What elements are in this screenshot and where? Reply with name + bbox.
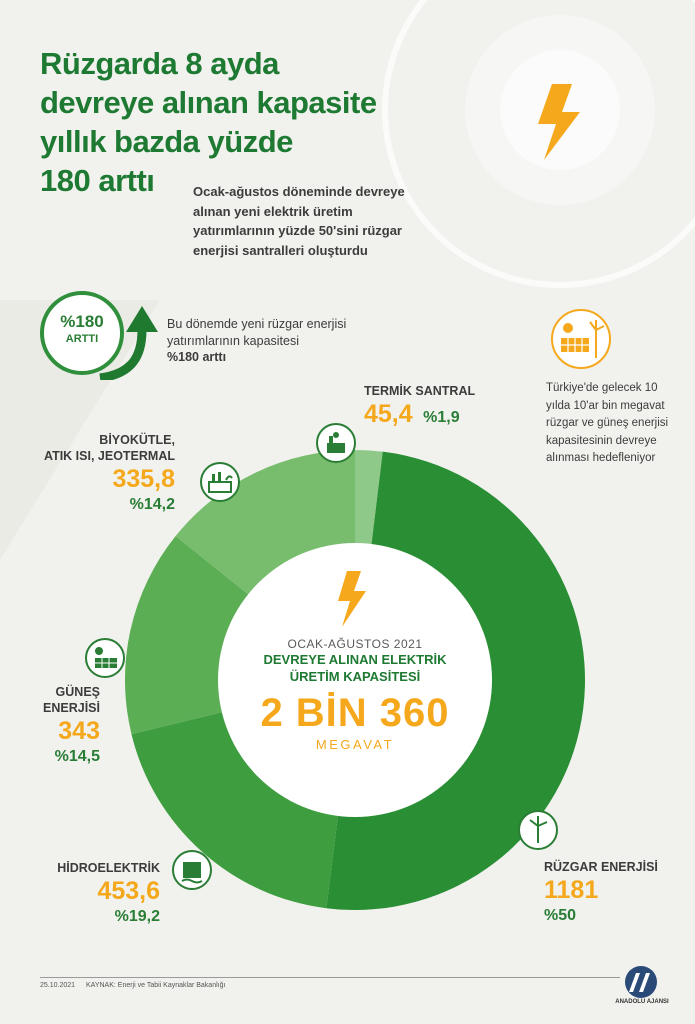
label-termik-value: 45,4 xyxy=(364,400,413,428)
label-biyokutle-value: 335,8 xyxy=(112,465,175,493)
solar-panel-icon xyxy=(85,638,125,678)
title-line-2: devreye alınan kapasite xyxy=(40,85,377,120)
label-termik xyxy=(364,383,524,429)
label-ruzgar-pct: %50 xyxy=(544,907,577,924)
label-termik-name: TERMİK SANTRAL xyxy=(364,384,476,398)
footer-source: KAYNAK: Enerji ve Tabii Kaynaklar Bakanlığı xyxy=(86,982,226,989)
title-line-1: Rüzgarda 8 ayda xyxy=(40,46,279,81)
label-gunes-name-2: ENERJİSİ xyxy=(43,701,100,715)
label-biyokutle xyxy=(30,432,175,516)
label-gunes-name-1: GÜNEŞ xyxy=(55,685,100,699)
biomass-plant-icon xyxy=(200,462,240,502)
center-unit: MEGAVAT xyxy=(315,737,395,752)
badge-note-text: Bu dönemde yeni rüzgar enerjisi yatırımlarının kapasitesi xyxy=(167,317,347,348)
footer-date: 25.10.2021 xyxy=(40,982,76,989)
badge-percent: %180 xyxy=(60,312,104,331)
label-hidro-pct: %19,2 xyxy=(114,908,160,925)
label-termik-pct: %1,9 xyxy=(423,409,460,426)
label-gunes-pct: %14,5 xyxy=(54,748,100,765)
label-gunes-value: 343 xyxy=(58,717,100,745)
factory-icon xyxy=(316,423,356,463)
footer-divider xyxy=(40,977,620,978)
lead-text: Ocak-ağustos döneminde devreye alınan yeni elektrik üretim yatırımlarının yüzde 50'sini rüzgar enerjisi santralleri oluşturdu xyxy=(193,184,405,258)
badge-note-bold: %180 arttı xyxy=(167,350,227,364)
center-period: OCAK-AĞUSTOS 2021 xyxy=(287,637,423,651)
label-biyokutle-pct: %14,2 xyxy=(129,496,175,513)
logo-text: ANADOLU AJANSI xyxy=(615,999,669,1005)
label-ruzgar-name: RÜZGAR ENERJİSİ xyxy=(544,860,658,874)
title-line-4: 180 arttı xyxy=(40,163,155,198)
label-hidro-name: HİDROELEKTRİK xyxy=(57,861,160,875)
side-note: Türkiye'de gelecek 10 yılda 10'ar bin megavat rüzgar ve güneş enerjisi kapasitesinin devreye alınması hedefleniyor xyxy=(546,382,669,464)
label-ruzgar-value: 1181 xyxy=(544,876,599,904)
center-title-line-2: ÜRETİM KAPASİTESİ xyxy=(289,669,421,684)
label-biyokutle-name-1: BİYOKÜTLE, xyxy=(99,433,175,447)
label-gunes xyxy=(30,684,100,768)
badge-label: ARTTI xyxy=(65,333,99,345)
center-total-value: 2 BİN 360 xyxy=(260,691,450,735)
dam-icon xyxy=(172,850,212,890)
wind-turbine-icon xyxy=(518,810,558,850)
label-hidro xyxy=(40,860,160,928)
title-line-3: yıllık bazda yüzde xyxy=(40,124,293,159)
center-title-line-1: DEVREYE ALINAN ELEKTRİK xyxy=(263,652,447,667)
anadolu-ajansi-logo xyxy=(620,965,662,999)
center-lightning-icon xyxy=(333,570,369,628)
label-ruzgar xyxy=(544,859,664,927)
label-biyokutle-name-2: ATIK ISI, JEOTERMAL xyxy=(43,449,175,463)
label-hidro-value: 453,6 xyxy=(97,877,160,905)
